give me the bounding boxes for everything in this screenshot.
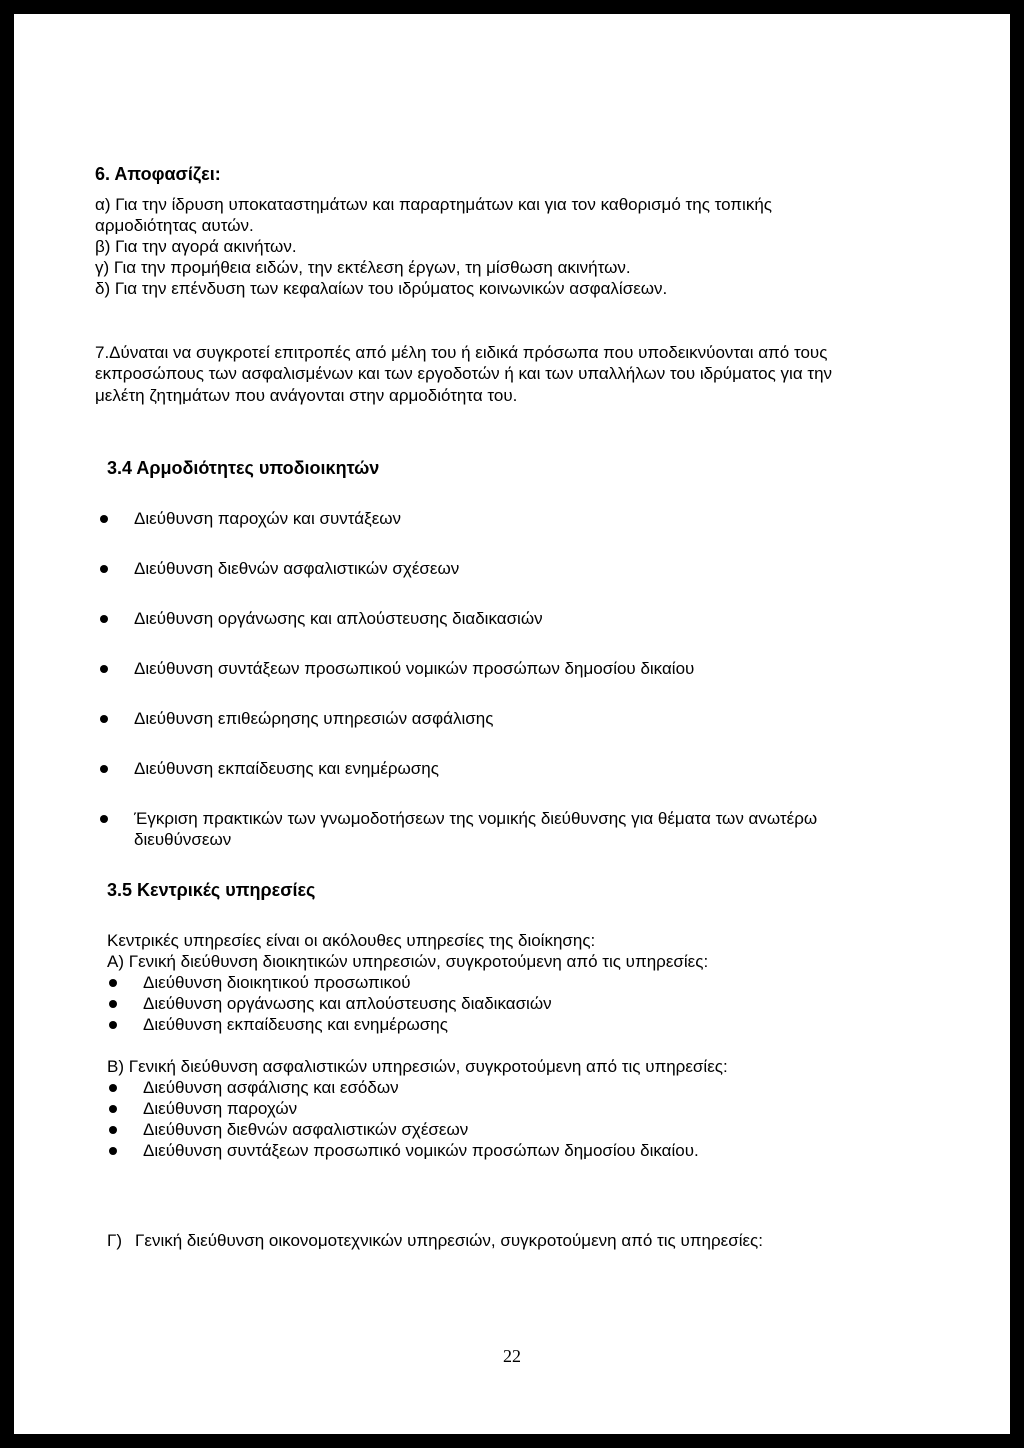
- group-c: [107, 1230, 895, 1251]
- bullet-icon: [100, 665, 108, 673]
- list-item: Διεύθυνση επιθεώρησης υπηρεσιών ασφάλισης: [96, 708, 896, 729]
- list-item: Διεύθυνση εκπαίδευσης και ενημέρωσης: [107, 1014, 907, 1035]
- list-item: Διεύθυνση οργάνωσης και απλούστευσης διαδικασιών: [107, 993, 907, 1014]
- bullet-icon: [100, 615, 108, 623]
- bullet-icon: [109, 1084, 117, 1092]
- group-b: [107, 1056, 907, 1161]
- section-3-5-intro: Κεντρικές υπηρεσίες είναι οι ακόλουθες υπηρεσίες της διοίκησης:: [107, 931, 596, 950]
- bullet-icon: [109, 1021, 117, 1029]
- section-3-5-title: 3.5 Κεντρικές υπηρεσίες: [107, 880, 316, 900]
- list-item: Διεύθυνση διεθνών ασφαλιστικών σχέσεων: [107, 1119, 907, 1140]
- section-6-item-c: γ) Για την προμήθεια ειδών, την εκτέλεση έργων, τη μίσθωση ακινήτων.: [95, 258, 631, 277]
- group-a-list: [107, 972, 907, 1035]
- list-item: Διεύθυνση διεθνών ασφαλιστικών σχέσεων: [96, 558, 896, 579]
- section-6-item-d: δ) Για την επένδυση των κεφαλαίων του ιδρύματος κοινωνικών ασφαλίσεων.: [95, 279, 668, 298]
- bullet-icon: [100, 715, 108, 723]
- list-item: Διεύθυνση ασφάλισης και εσόδων: [107, 1077, 907, 1098]
- page-number: 22: [503, 1346, 521, 1366]
- bullet-icon: [109, 1105, 117, 1113]
- section-3-4-list: [96, 508, 896, 879]
- bullet-icon: [109, 979, 117, 987]
- list-item: Διεύθυνση συντάξεων προσωπικού νομικών προσώπων δημοσίου δικαίου: [96, 658, 896, 679]
- list-item: Διεύθυνση παροχών: [107, 1098, 907, 1119]
- bullet-icon: [100, 815, 108, 823]
- group-a-heading: Α) Γενική διεύθυνση διοικητικών υπηρεσιών, συγκροτούμενη από τις υπηρεσίες:: [107, 952, 709, 971]
- section-6-item-b: β) Για την αγορά ακινήτων.: [95, 237, 297, 256]
- group-c-text: Γενική διεύθυνση οικονομοτεχνικών υπηρεσιών, συγκροτούμενη από τις υπηρεσίες:: [135, 1231, 763, 1250]
- list-item: Διεύθυνση παροχών και συντάξεων: [96, 508, 896, 529]
- group-c-letter: Γ): [107, 1231, 123, 1250]
- section-7-paragraph: 7.Δύναται να συγκροτεί επιτροπές από μέλη του ή ειδικά πρόσωπα που υποδεικνύονται από τους εκπροσώπους των ασφαλισμένων και των εργοδοτών ή και των υπαλλήλων του ιδρύματος για την μελέτη ζητημάτων που ανάγονται στην αρμοδιότητα του.: [95, 343, 833, 405]
- section-3-5-body: [107, 930, 907, 1161]
- bullet-icon: [100, 765, 108, 773]
- bullet-icon: [109, 1147, 117, 1155]
- list-item: Έγκριση πρακτικών των γνωμοδοτήσεων της νομικής διεύθυνσης για θέματα των ανωτέρω διευθύνσεων: [96, 808, 896, 850]
- document-page: [14, 14, 1010, 1434]
- bullet-icon: [109, 1126, 117, 1134]
- list-item: Διεύθυνση συντάξεων προσωπικό νομικών προσώπων δημοσίου δικαίου.: [107, 1140, 907, 1161]
- section-3-4-title: 3.4 Αρμοδιότητες υποδιοικητών: [107, 458, 380, 478]
- bullet-icon: [100, 565, 108, 573]
- group-b-list: [107, 1077, 907, 1161]
- group-a: [107, 951, 907, 1035]
- group-b-heading: Β) Γενική διεύθυνση ασφαλιστικών υπηρεσιών, συγκροτούμενη από τις υπηρεσίες:: [107, 1057, 728, 1076]
- bullet-icon: [100, 515, 108, 523]
- list-item: Διεύθυνση οργάνωσης και απλούστευσης διαδικασιών: [96, 608, 896, 629]
- list-item: Διεύθυνση διοικητικού προσωπικού: [107, 972, 907, 993]
- section-6-title: 6. Αποφασίζει:: [95, 164, 221, 184]
- list-item: Διεύθυνση εκπαίδευσης και ενημέρωσης: [96, 758, 896, 779]
- bullet-icon: [109, 1000, 117, 1008]
- section-6-item-a: α) Για την ίδρυση υποκαταστημάτων και παραρτημάτων και για τον καθορισμό της τοπικής αρμοδιότητας αυτών.: [95, 195, 772, 235]
- section-6-list: [95, 194, 875, 299]
